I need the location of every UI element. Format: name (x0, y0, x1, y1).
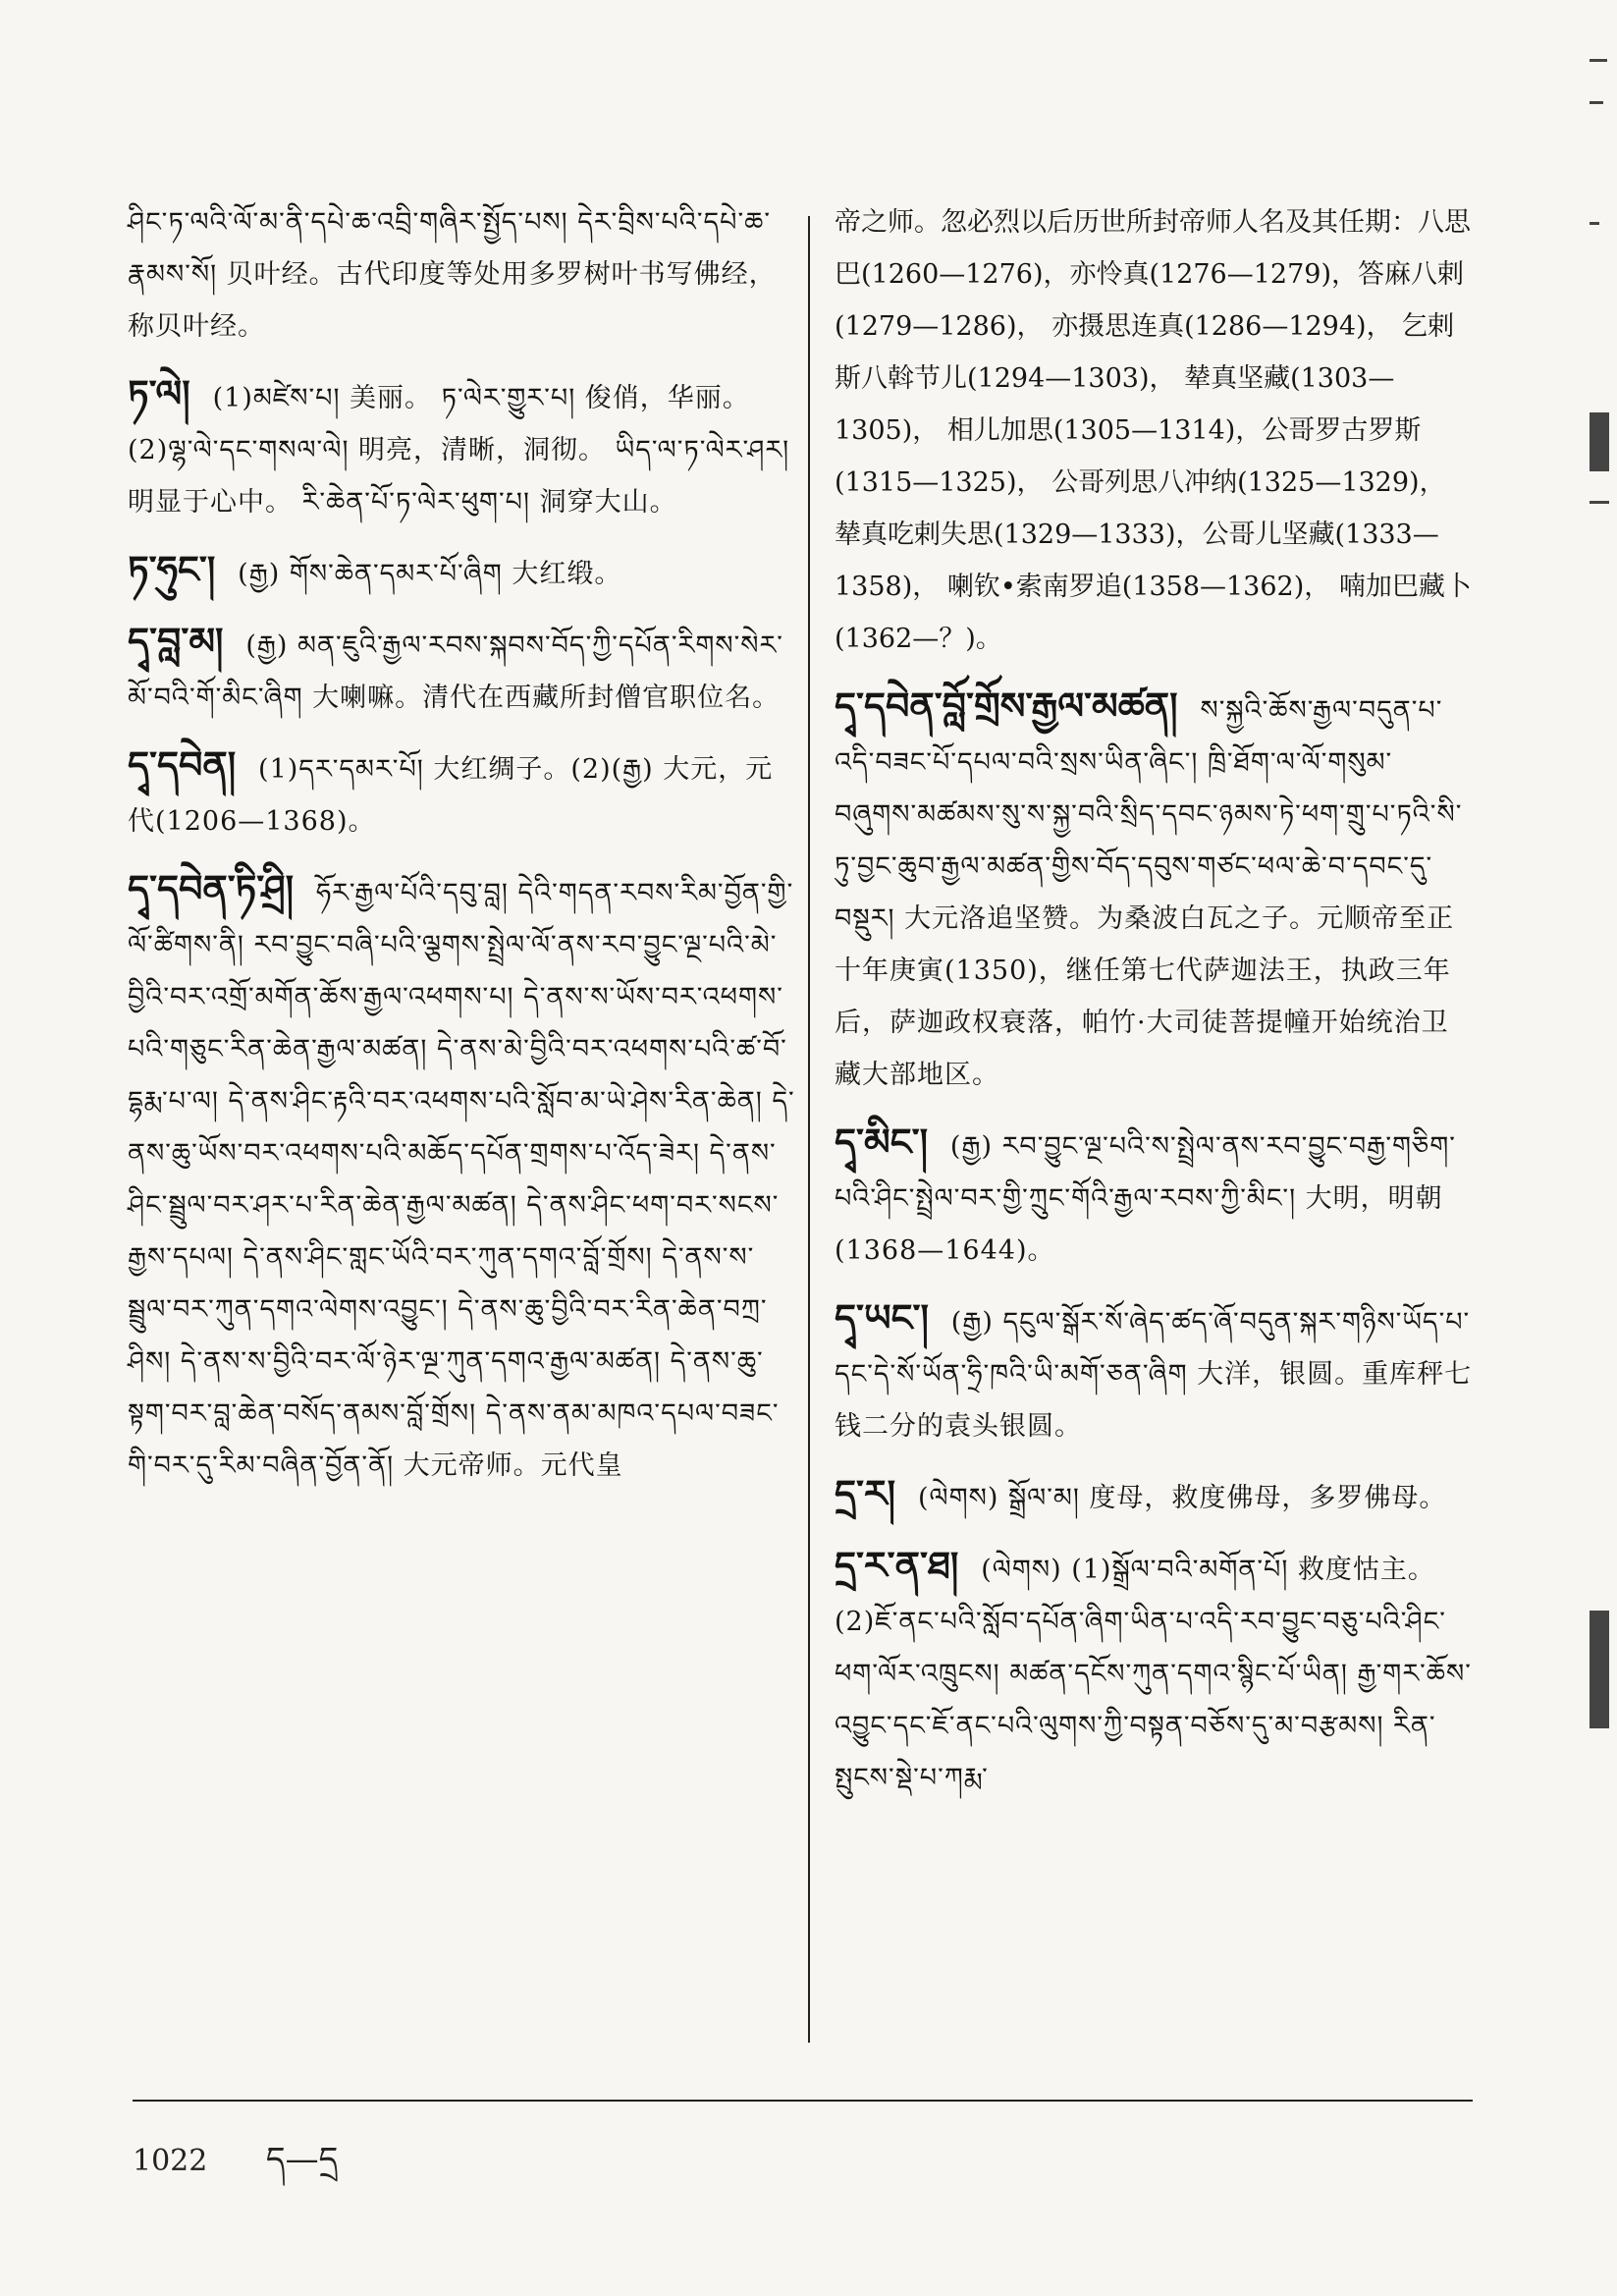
page-range: ད—དྲ (265, 2140, 339, 2179)
entry-text: (རྒྱ) རབ་བྱུང་ལྔ་པའི་ས་སྤྲེལ་ནས་རབ་བྱུང་བརྒྱ་གཅིག་པའི་ཤིང་སྤྲེལ་བར་གྱི་ཀྲུང་གོའི་རྒྱལ་རབས་ཀྱི་མིང་། 大明，明朝(1368—1644)。 (835, 1131, 1456, 1266)
entry (128, 863, 797, 1492)
entry-headword: ཏ་ལེ། (128, 371, 190, 415)
entry (835, 1468, 1473, 1524)
scan-edge-marks (1590, 59, 1611, 229)
footer-rule (133, 2100, 1473, 2102)
column-divider (808, 216, 810, 2043)
entry (835, 1540, 1473, 1804)
entry-headword: དྭ་དབེན་བློ་གྲོས་རྒྱལ་མཚན། (835, 683, 1178, 728)
entry-headword: དྭ་བླ་མ། (128, 619, 224, 663)
entry (835, 681, 1473, 1101)
entry-text: ས་སྐྱའི་ཆོས་རྒྱལ་བདུན་པ་འདི་བཟང་པོ་དཔལ་བའི་སྲས་ཡིན་ཞིང་། ཁྲི་ཐོག་ལ་ལོ་གསུམ་བཞུགས་མཚམས་སུ་ས་སྐྱ་བའི་སྲིད་དབང་ཉམས་ཏེ་ཕག་གྲུ་པ་ཏའི་སི་ཏུ་བྱང་ཆུབ་རྒྱལ་མཚན་གྱིས་བོད་དབུས་གཙང་ཕལ་ཆེ་བ་དབང་དུ་བསྡུར། 大元洛追坚赞。为桑波白瓦之子。元顺帝至正十年庚寅(1350)，继任第七代萨迦法王，执政三年后，萨迦政权衰落，帕竹·大司徒菩提幢开始统治卫藏大部地区。 (835, 695, 1463, 1090)
entry-text: (1)མཛེས་པ། 美丽。 ཏ་ལེར་གྱུར་པ། 俊俏，华丽。(2)ལྷ་ལེ་དང་གསལ་ལེ། 明亮，清晰，洞彻。 ཡིད་ལ་ཏ་ལེར་ཤར། 明显于心中。 རི་ཆེན་པོ་ཏ་ལེར་ཕུག་པ། 洞穿大山。 (128, 383, 790, 518)
entry (835, 1292, 1473, 1452)
entry-text: ཤིང་ཏ་ལའི་ལོ་མ་ནི་དཔེ་ཆ་འབྲི་གཞིར་སྤྱོད་པས། དེར་བྲིས་པའི་དཔེ་ཆ་རྣམས་སོ། 贝叶经。古代印度等处用多罗树叶书写佛经，称贝叶经。 (128, 207, 777, 342)
entry (128, 616, 797, 724)
entry-headword: དྭ་དབེན་ཏི་ཤྲི། (128, 866, 295, 910)
entry-text: (ལེགས) (1)སྒྲོལ་བའི་མགོན་པོ། 救度怙主。(2)ཇོ་ནང་པའི་སློབ་དཔོན་ཞིག་ཡིན་པ་འདི་རབ་བྱུང་བཅུ་པའི་ཤིང་ཕག་ལོར་འཁྲུངས། མཚན་དངོས་ཀུན་དགའ་སྙིང་པོ་ཡིན། རྒྱ་གར་ཆོས་འབྱུང་དང་ཇོ་ནང་པའི་ལུགས་ཀྱི་བསྟན་བཅོས་དུ་མ་བརྩམས། རིན་སྤུངས་སྡེ་པ་ཀརྨ་ (835, 1555, 1472, 1793)
entry-continuation (835, 196, 1473, 665)
left-column (128, 196, 797, 1507)
entry-headword: ཏ་ཧུང་། (128, 547, 216, 591)
page-footer (133, 2121, 338, 2215)
entry-text: (ལེགས) སྒྲོལ་མ། 度母，救度佛母，多罗佛母。 (918, 1483, 1447, 1513)
entry-continuation (128, 196, 797, 353)
entry-headword: དྭ་དབེན། (128, 742, 237, 787)
scan-edge-bar (1590, 1611, 1611, 1732)
page-number: 1022 (133, 2144, 208, 2178)
entry-headword: དྲ་ར། (835, 1471, 896, 1515)
entry (835, 1117, 1473, 1277)
entry-text: (རྒྱ) གོས་ཆེན་དམར་པོ་ཞིག 大红缎。 (238, 559, 622, 589)
entry-headword: དྭ་མིང་། (835, 1120, 929, 1164)
entry (128, 544, 797, 600)
entry-text: (རྒྱ) མན་ཇུའི་རྒྱལ་རབས་སྐབས་བོད་ཀྱི་དཔོན་རིགས་སེར་མོ་བའི་གོ་མིང་ཞིག 大喇嘛。清代在西藏所封僧官职位名。 (128, 630, 783, 713)
entry-text: (1)དར་དམར་པོ། 大红绸子。(2)(རྒྱ) 大元，元代(1206—1368)。 (128, 754, 774, 837)
entry-text: (རྒྱ) དངུལ་སྒོར་སོ་ཞེད་ཚད་ཞོ་བདུན་སྐར་གཉིས་ཡོད་པ་དང་དེ་སོ་ཡོན་ཧྲི་ཁའི་ཡི་མགོ་ཅན་ཞིག 大洋，银圆。重库秤七钱二分的袁头银圆。 (835, 1307, 1473, 1442)
entry-headword: དྭ་ཡང་། (835, 1295, 929, 1339)
scan-edge-bar (1590, 412, 1611, 508)
right-column (835, 196, 1473, 1820)
entry-headword: དྲ་ར་ན་ཐ། (835, 1543, 959, 1587)
entry-text: 帝之师。忽必烈以后历世所封帝师人名及其任期：八思巴(1260—1276)，亦怜真(1276—1279)，答麻八剌(1279—1286)， 亦摄思连真(1286—1294)， 乞剌斯八斡节儿(1294—1303)， 辇真坚藏(1303—1305)， 相儿加思(1305—1314)，公哥罗古罗斯(1315—1325)， 公哥列思八冲纳(1325—1329)， 辇真吃剌失思(1329—1333)，公哥儿坚藏(1333—1358)， 喇钦•索南罗追(1358—1362)， 喃加巴藏卜(1362—？)。 (835, 207, 1472, 654)
entry (128, 739, 797, 847)
entry (128, 368, 797, 528)
entry-text: ཧོར་རྒྱལ་པོའི་དབུ་བླ། དེའི་གདན་རབས་རིམ་བྱོན་གྱི་ལོ་ཚིགས་ནི། རབ་བྱུང་བཞི་པའི་ལྕགས་སྤྲེལ་ལོ་ནས་རབ་བྱུང་ལྔ་པའི་མེ་བྱིའི་བར་འགྲོ་མགོན་ཆོས་རྒྱལ་འཕགས་པ། དེ་ནས་ས་ཡོས་བར་འཕགས་པའི་གཅུང་རིན་ཆེན་རྒྱལ་མཚན། དེ་ནས་མེ་བྱིའི་བར་འཕགས་པའི་ཚ་བོ་དྷརྨ་པ་ལ། དེ་ནས་ཤིང་རྟའི་བར་འཕགས་པའི་སློབ་མ་ཡེ་ཤེས་རིན་ཆེན། དེ་ནས་ཆུ་ཡོས་བར་འཕགས་པའི་མཆོད་དཔོན་གྲགས་པ་འོད་ཟེར། དེ་ནས་ཤིང་སྦྲུལ་བར་ཤར་པ་རིན་ཆེན་རྒྱལ་མཚན། དེ་ནས་ཤིང་ཕག་བར་སངས་རྒྱས་དཔལ། དེ་ནས་ཤིང་གླང་ཡོའི་བར་ཀུན་དགའ་བློ་གྲོས། དེ་ནས་ས་སྦྲུལ་བར་ཀུན་དགའ་ལེགས་འབྱུང་། དེ་ནས་ཆུ་བྱིའི་བར་རིན་ཆེན་བཀྲ་ཤིས། དེ་ནས་ས་བྱིའི་བར་ལོ་ཉེར་ལྔ་ཀུན་དགའ་རྒྱལ་མཚན། དེ་ནས་ཆུ་སྟག་བར་བླ་ཆེན་བསོད་ནམས་བློ་གྲོས། དེ་ནས་ནམ་མཁའ་དཔལ་བཟང་གི་བར་དུ་རིམ་བཞིན་བྱོན་ནོ། 大元帝师。元代皇 (128, 878, 795, 1481)
